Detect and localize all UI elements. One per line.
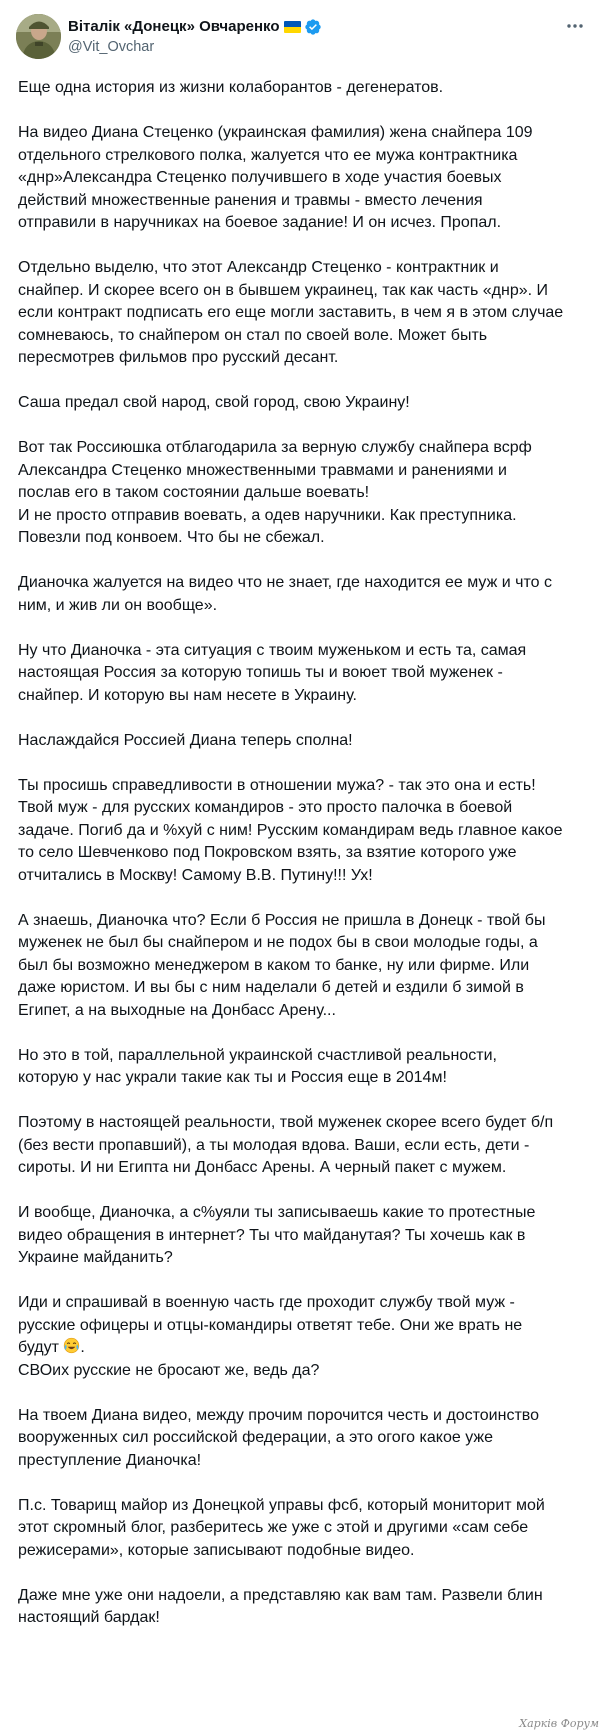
avatar-photo [16,14,61,59]
tweet-paragraph: На твоем Диана видео, между прочим порочится честь и достоинство вооруженных сил российской федерации, а это огого какое уже преступление Дианочка! [18,1406,539,1469]
tweet-paragraph: Поэтому в настоящей реальности, твой муженек скорее всего будет б/п (без вести пропавший), а ты молодая вдова. Ваши, если есть, дети - сироты. И ни Египта ни Донбасс Арены. А черный пакет с мужем. [18,1114,554,1176]
tweet-header [16,14,587,62]
author-display-name[interactable]: Віталік «Донецк» Овчаренко [68,18,280,35]
avatar[interactable] [16,14,61,59]
tweet-paragraph: Иди и спрашивай в военную часть где проходит службу твой муж - русские офицеры и отцы-командиры ответят тебе. Они же врать не будут [18,1294,523,1356]
more-options-icon[interactable] [565,16,585,36]
tweet-paragraph-with-emoji [18,1292,589,1360]
tweet-paragraph: Наслаждайся Россией Диана теперь сполна! [18,731,353,749]
tweet-paragraph: П.с. Товарищ майор из Донецкой управы фсб, который мониторит мой этот скромный блог, разберитесь же уже с этой и другими «сам себе режисерами», которые записывают подобные видео. [18,1496,545,1559]
tweet-paragraph: Но это в той, параллельной украинской счастливой реальности, которую у нас украли такие как ты и Россия еще в 2014м! [18,1046,497,1086]
tweet-paragraph: Даже мне уже они надоели, а представляю как вам там. Развели блин настоящий бардак! [18,1586,543,1626]
tweet-paragraph: А знаешь, Дианочка что? Если б Россия не пришла в Донецк - твой бы муженек не был бы снайпером и не подох бы в свои молодые годы, а был бы возможно менеджером в каком то банке, ну или фирме. Или даже юристом. И вы бы с ним наделали б детей и ездили б зимой в Египет, а на выходные на Донбасс Арену... [18,911,546,1019]
tweet-paragraph: Еще одна история из жизни колаборантов - дегенератов. [18,79,444,96]
tweet-paragraph: И вообще, Дианочка, а с%уяли ты записываешь какие то протестные видео обращения в интернет? Ты что майданутая? Ты хочешь как в Украине майданить? [18,1204,536,1266]
tears-of-joy-emoji-icon [63,1337,80,1354]
tweet-paragraph: СВОих русские не бросают же, ведь да? [18,1361,320,1379]
watermark: Харків Форум [519,1717,599,1730]
emoji-trailing-text: . [80,1339,85,1356]
author-name-row [68,17,322,37]
tweet-paragraph: Дианочка жалуется на видео что не знает, где находится ее муж и что с ним, и жив ли он вообще». [18,574,552,614]
tweet-paragraph: Отдельно выделю, что этот Александр Стеценко - контрактник и снайпер. И скорее всего он в бывшем украинец, так как часть «днр». И если контракт подписать его еще могли заставить, в чем я в этом случае сомневаюсь, то снайпером он стал по своей воле. Может быть пересмотрев фильмов про русский десант. [18,259,564,366]
tweet-paragraph: Саша предал свой народ, свой город, свою Украину! [18,394,410,411]
author-handle[interactable]: @Vit_Ovchar [68,39,155,55]
tweet-text [18,77,589,1652]
ukraine-flag-icon [284,21,301,33]
tweet-paragraph: Вот так Россиюшка отблагодарила за верную службу снайпера всрф Александра Стеценко множественными травмами и ранениями и послав его в таком состоянии дальше воевать! И не просто отправив воевать, а одев наручники. Как преступника. Повезли под конвоем. Что бы не сбежал. [18,439,532,546]
tweet-paragraph: Ты просишь справедливости в отношении мужа? - так это она и есть! Твой муж - для русских командиров - это просто палочка в боевой задаче. Погиб да и %хуй с ним! Русским командирам ведь главное какое то село Шевченково под Покровском взять, за взятие которого уже отчитались в Москву! Самому В.В. Путину!!! Ух! [18,776,563,884]
tweet-paragraph: На видео Диана Стеценко (украинская фамилия) жена снайпера 109 отдельного стрелкового полка, жалуется что ее мужа контрактника «днр»Александра Стеценко получившего в ходе участия боевых действий множественные ранения и травмы - вместо лечения отправили в наручниках на боевое задание! И он исчез. Пропал. [18,124,533,231]
tweet-paragraph: Ну что Дианочка - эта ситуация с твоим муженьком и есть та, самая настоящая Россия за которую топишь ты и воюет твой муженек - снайпер. И которую вы нам несете в Украину. [18,641,527,704]
verified-badge-icon[interactable] [304,18,322,36]
